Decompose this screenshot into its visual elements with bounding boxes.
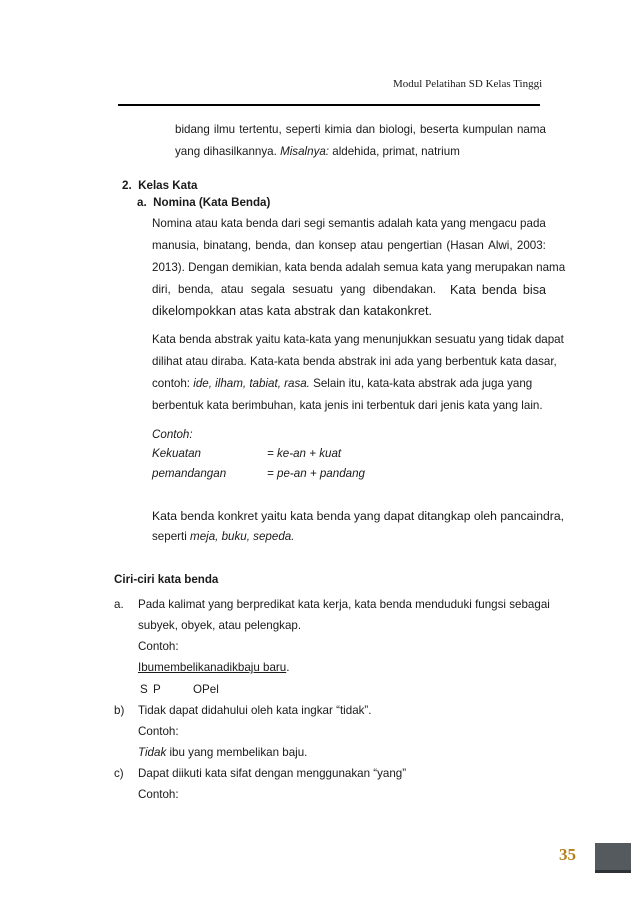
ciri-b-example: [138, 746, 307, 760]
subsection-heading: [137, 196, 270, 210]
ciri-b-marker: b): [114, 704, 125, 717]
word: mengacu: [469, 217, 517, 230]
func-label-s: S: [140, 683, 148, 696]
ciri-b-contoh: Contoh:: [138, 725, 179, 738]
word: pengertian: [387, 239, 443, 252]
intro-misalnya: Misalnya:: [280, 145, 330, 158]
word: beserta: [419, 123, 459, 136]
word: bidang: [175, 123, 210, 136]
ciri-b-example-rest: ibu yang membelikan baju.: [166, 746, 308, 759]
para2-line-3-rest: Selain itu, kata-kata abstrak ada juga yang: [309, 377, 533, 390]
para1-line-4a: [152, 283, 436, 297]
word: adalah: [377, 217, 413, 230]
word: Kata: [450, 283, 476, 297]
word: konsep: [318, 239, 357, 252]
ciri-a-sentence-underlined: Ibumembelikanadikbaju baru: [138, 661, 287, 674]
ciri-a-line-1: Pada kalimat yang berpredikat kata kerja, kata benda menduduki fungsi sebagai: [138, 598, 550, 611]
page-number: 35: [559, 845, 576, 864]
ciri-c-contoh: Contoh:: [138, 788, 179, 801]
word: dan: [295, 239, 315, 252]
para3-seperti: seperti: [152, 530, 191, 543]
para2-line-4: berbentuk kata berimbuhan, kata jenis ini terbentuk dari jenis kata yang lain.: [152, 399, 543, 412]
word: benda: [481, 283, 517, 297]
word: 2003:: [516, 239, 546, 252]
word: tertentu,: [239, 123, 282, 136]
word: dibendakan.: [372, 283, 436, 296]
word: semantis: [328, 217, 375, 230]
word: Alwi,: [488, 239, 513, 252]
word: atau: [220, 283, 244, 296]
word: nama: [516, 123, 546, 136]
header-rule: [118, 104, 540, 106]
ciri-heading: Ciri-ciri kata benda: [114, 573, 219, 586]
intro-line-2: [175, 145, 460, 159]
para2-contoh: contoh:: [152, 377, 194, 390]
para1-line-1: [152, 217, 546, 231]
para2-examples: ide, ilham, tabiat, rasa.: [193, 377, 310, 390]
word: Nomina: [152, 217, 192, 230]
example-formula: = ke-an + kuat: [267, 447, 342, 460]
para3-examples: meja, buku, sepeda.: [190, 530, 295, 543]
ciri-c-line-1: Dapat diikuti kata sifat dengan menggunakan “yang”: [138, 767, 407, 780]
para1-line-5: dikelompokkan atas kata abstrak dan katakonkret.: [152, 304, 433, 318]
para2-line-3: [152, 377, 532, 391]
word: pada: [520, 217, 546, 230]
word: yang: [340, 283, 366, 296]
func-label-p: P: [153, 683, 161, 696]
word: benda,: [255, 239, 291, 252]
para1-line-3: 2013). Dengan demikian, kata benda adalah semua kata yang merupakan nama: [152, 261, 566, 274]
word: yang: [440, 217, 467, 230]
ciri-a-sentence-end: .: [286, 661, 290, 674]
word: sesuatu: [292, 283, 333, 296]
para3-line-2: [152, 530, 294, 544]
word: segala: [250, 283, 285, 296]
word: biologi,: [379, 123, 416, 136]
word: dan: [355, 123, 376, 136]
word: dari: [281, 217, 301, 230]
word: kata: [415, 217, 438, 230]
word: kata: [220, 217, 243, 230]
word: kimia: [324, 123, 352, 136]
intro-line-1: [175, 123, 546, 137]
example-word: pemandangan: [152, 467, 227, 480]
subsection-letter: a.: [137, 196, 147, 209]
para3-line-1: Kata benda konkret yaitu kata benda yang dapat ditangkap oleh pancaindra,: [152, 509, 564, 523]
ciri-a-marker: a.: [114, 598, 124, 611]
ciri-a-contoh: Contoh:: [138, 640, 179, 653]
word: ilmu: [213, 123, 236, 136]
examples-label: Contoh:: [152, 428, 193, 441]
word: kumpulan: [462, 123, 513, 136]
intro-line-2-text: yang dihasilkannya.: [175, 145, 281, 158]
word: bisa: [522, 283, 546, 297]
page-number-block: [595, 843, 631, 873]
para2-line-1: Kata benda abstrak yaitu kata-kata yang menunjukkan sesuatu yang tidak dapat: [152, 333, 564, 346]
word: benda: [245, 217, 279, 230]
example-word: Kekuatan: [152, 447, 201, 460]
section-number: 2.: [122, 179, 132, 192]
section-heading: [122, 179, 197, 193]
func-label-opel: OPel: [193, 683, 219, 696]
ciri-a-line-2: subyek, obyek, atau pelengkap.: [138, 619, 302, 632]
example-formula: = pe-an + pandang: [267, 467, 365, 480]
para2-line-2: dilihat atau diraba. Kata-kata benda abstrak ini ada yang berbentuk kata dasar,: [152, 355, 557, 368]
word: segi: [303, 217, 326, 230]
ciri-b-line-1: Tidak dapat didahului oleh kata ingkar “tidak”.: [138, 704, 372, 717]
word: seperti: [285, 123, 321, 136]
section-title: Kelas Kata: [138, 179, 198, 192]
subsection-title: Nomina (Kata Benda): [153, 196, 271, 209]
ciri-b-example-tidak: Tidak: [138, 746, 167, 759]
para1-line-2: [152, 239, 546, 253]
ciri-a-sentence: [138, 661, 289, 675]
ciri-c-marker: c): [114, 767, 124, 780]
word: atau: [360, 239, 384, 252]
running-header: Modul Pelatihan SD Kelas Tinggi: [393, 78, 543, 90]
word: binatang,: [203, 239, 252, 252]
word: diri,: [152, 283, 171, 296]
word: (Hasan: [446, 239, 484, 252]
para1-line-4b: [450, 283, 546, 297]
word: manusia,: [152, 239, 200, 252]
word: benda,: [178, 283, 214, 296]
intro-examples: aldehida, primat, natrium: [329, 145, 460, 158]
word: atau: [195, 217, 218, 230]
